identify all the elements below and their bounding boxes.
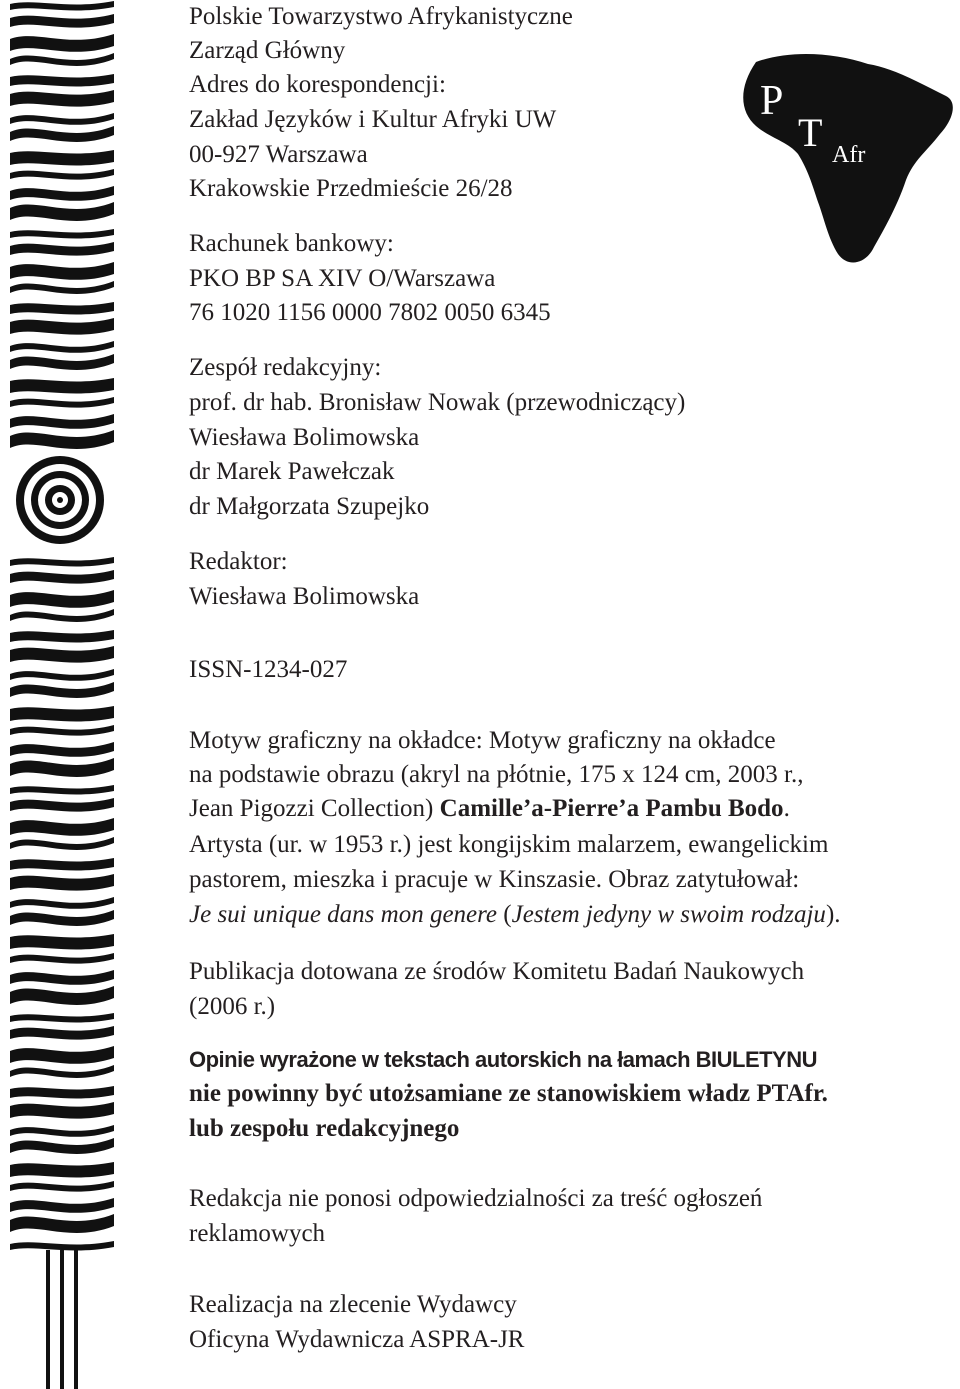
cover-note-line: pastorem, mieszka i pracuje w Kinszasie. Obraz zatytułował: xyxy=(189,866,800,893)
team-label: Zespół redakcyjny: xyxy=(189,354,382,381)
paren-open: ( xyxy=(503,901,512,928)
logo-letter-t: T xyxy=(798,110,823,155)
artist-name: Camille’a-Pierre’a Pambu Bodo xyxy=(439,795,784,822)
street: Krakowskie Przedmieście 26/28 xyxy=(189,175,513,202)
department: Zakład Języków i Kultur Afryki UW xyxy=(189,106,557,133)
painting-title-fr: Je sui unique dans mon genere xyxy=(189,901,498,928)
team-member: prof. dr hab. Bronisław Nowak (przewodniczący) xyxy=(189,389,686,416)
org-name: Polskie Towarzystwo Afrykanistyczne xyxy=(189,3,573,30)
bank-name: PKO BP SA XIV O/Warszawa xyxy=(189,265,496,292)
ads-note-line: Redakcja nie ponosi odpowiedzialności za treść ogłoszeń xyxy=(189,1185,763,1212)
team-member: dr Małgorzata Szupejko xyxy=(189,493,430,520)
correspondence-label: Adres do korespondencji: xyxy=(189,71,446,98)
funding-line: Publikacja dotowana ze środów Komitetu Badań Naukowych xyxy=(189,958,805,985)
issn: ISSN-1234-027 xyxy=(189,656,348,683)
cover-note-line: Motyw graficzny na okładce: Motyw graficzny na okładce xyxy=(189,727,776,754)
rose-spiral-motif xyxy=(16,456,104,544)
disclaimer-line: lub zespołu redakcyjnego xyxy=(189,1115,460,1142)
collection-text: Jean Pigozzi Collection) xyxy=(189,795,434,822)
disclaimer-line: Opinie wyrażone w tekstach autorskich na łamach BIULETYNU xyxy=(189,1047,818,1072)
editor-label: Redaktor: xyxy=(189,548,288,575)
ads-note-line: reklamowych xyxy=(189,1220,326,1247)
logo-letter-p: P xyxy=(760,78,784,124)
disclaimer-line: nie powinny być utożsamiane ze stanowiskiem władz PTAfr. xyxy=(189,1080,828,1107)
publisher-line: Realizacja na zlecenie Wydawcy xyxy=(189,1291,517,1318)
bank-account-number: 76 1020 1156 0000 7802 0050 6345 xyxy=(189,299,551,326)
africa-map-logo xyxy=(728,42,960,274)
team-member: Wiesława Bolimowska xyxy=(189,424,420,451)
publisher-line: Oficyna Wydawnicza ASPRA-JR xyxy=(189,1326,525,1353)
cover-note-line xyxy=(189,792,790,826)
period: . xyxy=(783,795,790,822)
editor-name: Wiesława Bolimowska xyxy=(189,583,420,610)
funding-line: (2006 r.) xyxy=(189,993,276,1020)
board-name: Zarząd Główny xyxy=(189,37,346,64)
painting-title-pl: Jestem jedyny w swoim rodzaju xyxy=(511,901,826,928)
city: 00-927 Warszawa xyxy=(189,141,368,168)
cover-note-line: Artysta (ur. w 1953 r.) jest kongijskim malarzem, ewangelickim xyxy=(189,831,829,858)
logo-letters-afr: Afr xyxy=(832,142,866,168)
paren-close: ). xyxy=(825,901,841,928)
bank-label: Rachunek bankowy: xyxy=(189,230,394,257)
zebra-pattern-strip xyxy=(8,0,116,1389)
team-member: dr Marek Pawełczak xyxy=(189,458,395,485)
cover-note-line: na podstawie obrazu (akryl na płótnie, 175 x 124 cm, 2003 r., xyxy=(189,761,804,788)
cover-note-line xyxy=(189,898,841,932)
